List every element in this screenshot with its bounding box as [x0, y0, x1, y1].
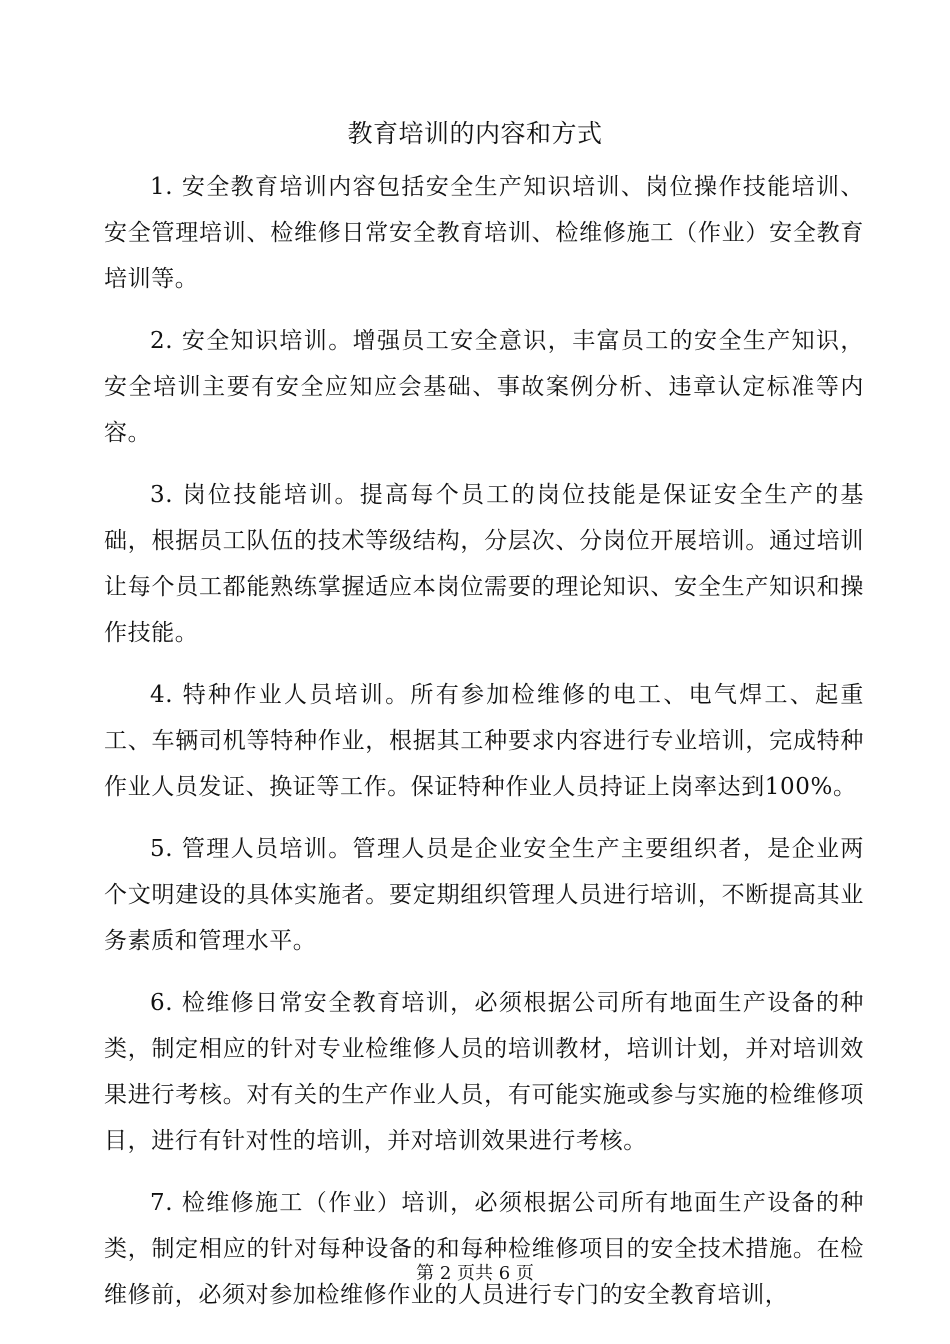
document-body	[104, 164, 864, 1334]
paragraph-4: 4. 特种作业人员培训。所有参加检维修的电工、电气焊工、起重工、车辆司机等特种作业，根据其工种要求内容进行专业培训，完成特种作业人员发证、换证等工作。保证特种作业人员持证上岗率达到100%。	[104, 682, 864, 800]
paragraph-6: 6. 检维修日常安全教育培训，必须根据公司所有地面生产设备的种类，制定相应的针对专业检维修人员的培训教材，培训计划，并对培训效果进行考核。对有关的生产作业人员，有可能实施或参与实施的检维修项目，进行有针对性的培训，并对培训效果进行考核。	[104, 990, 864, 1154]
page-footer: 第 2 页共 6 页	[416, 1263, 534, 1284]
page-title: 教育培训的内容和方式	[347, 119, 603, 148]
paragraph-3: 3. 岗位技能培训。提高每个员工的岗位技能是保证安全生产的基础，根据员工队伍的技术等级结构，分层次、分岗位开展培训。通过培训让每个员工都能熟练掌握适应本岗位需要的理论知识、安全生产知识和操作技能。	[104, 482, 864, 646]
paragraph-1: 1. 安全教育培训内容包括安全生产知识培训、岗位操作技能培训、安全管理培训、检维修日常安全教育培训、检维修施工（作业）安全教育培训等。	[104, 174, 864, 292]
paragraph-5: 5. 管理人员培训。管理人员是企业安全生产主要组织者，是企业两个文明建设的具体实施者。要定期组织管理人员进行培训，不断提高其业务素质和管理水平。	[104, 836, 864, 954]
paragraph-2: 2. 安全知识培训。增强员工安全意识，丰富员工的安全生产知识，安全培训主要有安全应知应会基础、事故案例分析、违章认定标准等内容。	[104, 328, 864, 446]
paragraph-7: 7. 检维修施工（作业）培训，必须根据公司所有地面生产设备的种类，制定相应的针对每种设备的和每种检维修项目的安全技术措施。在检维修前，必须对参加检维修作业的人员进行专门的安全教育培训，	[104, 1190, 864, 1308]
